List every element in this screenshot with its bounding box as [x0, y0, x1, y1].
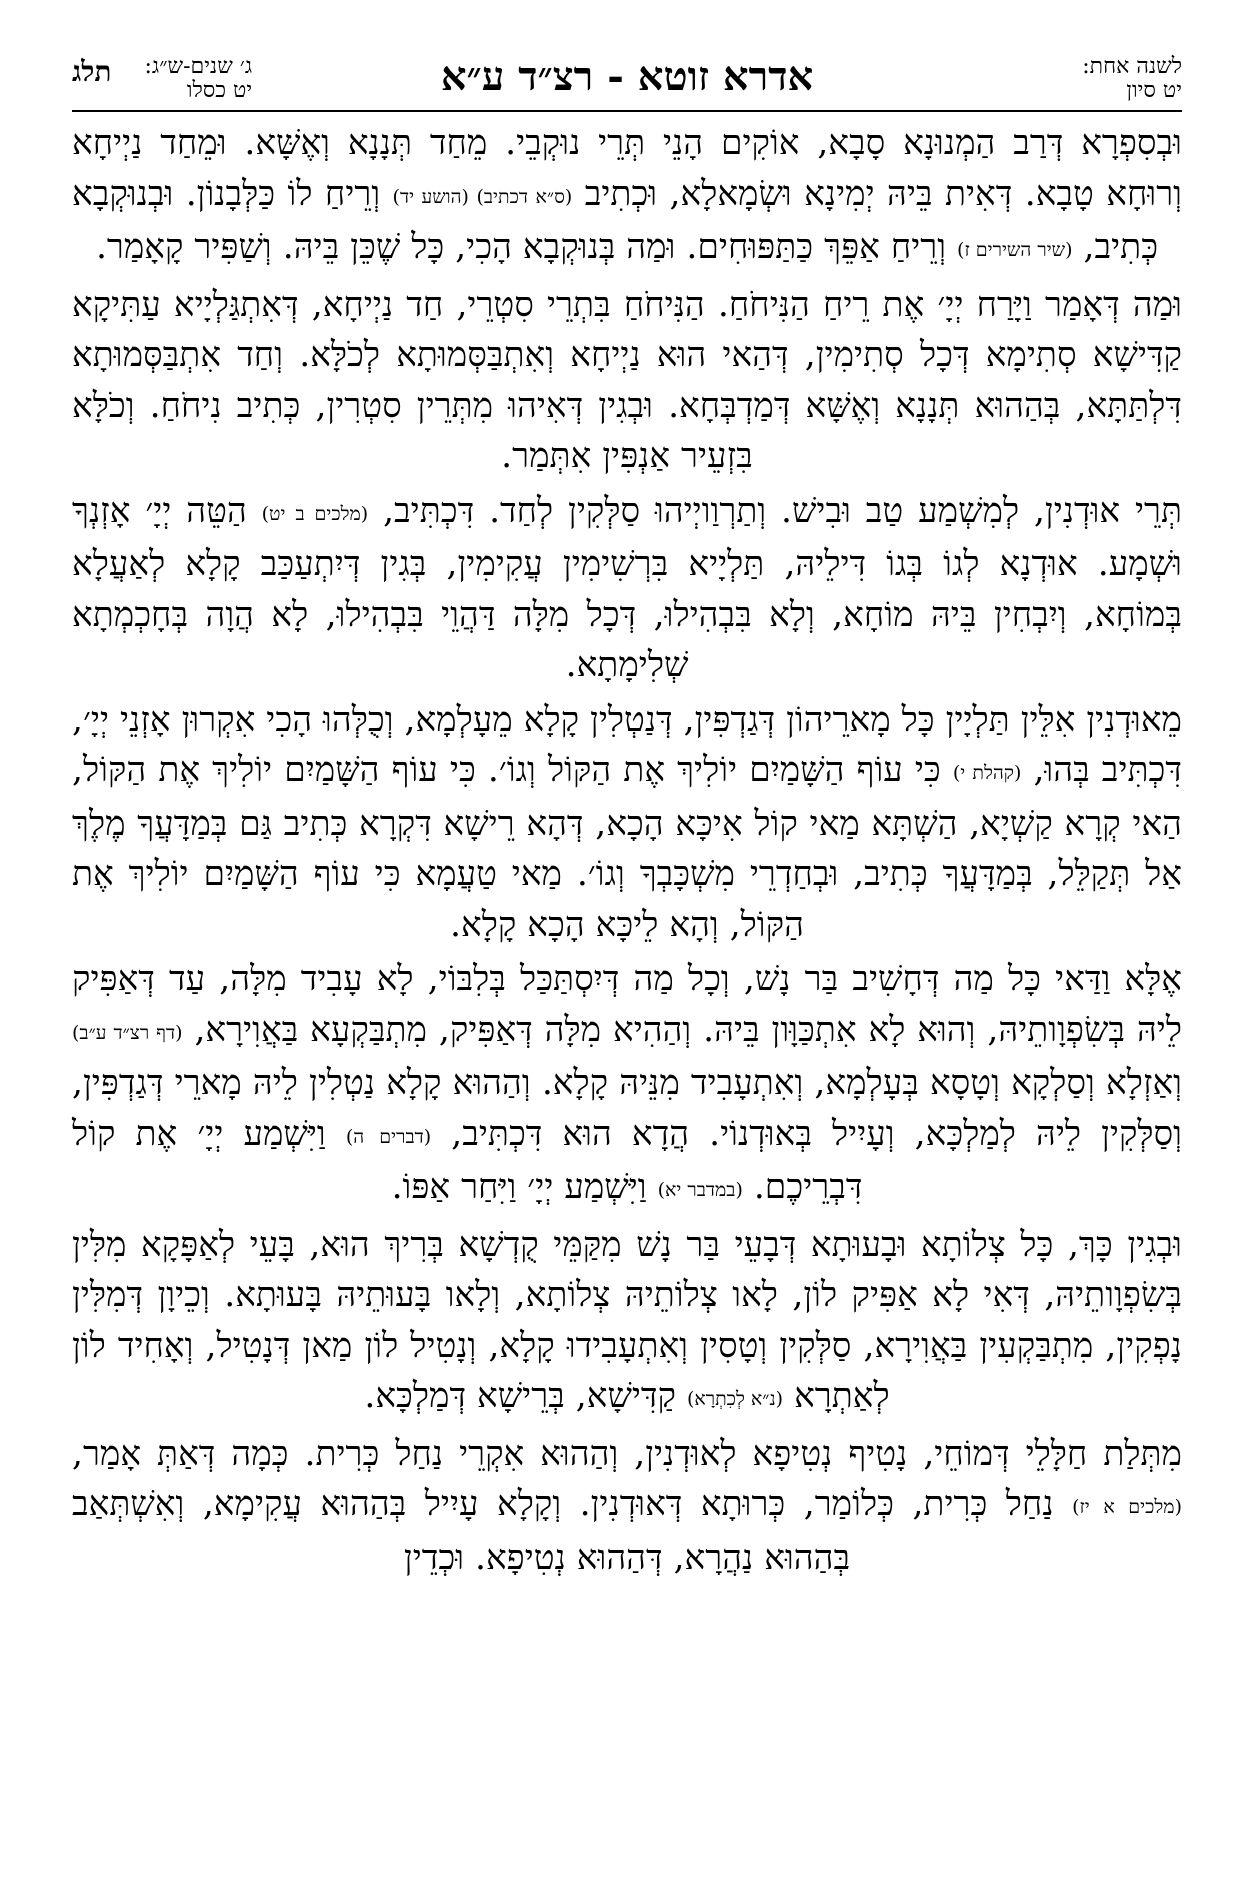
text-segment: וְרֵיחַ לוֹ כַּלְּבָנוֹן. וּבְנוּקְבָא כְּתִיב,: [72, 173, 1159, 267]
source-reference: (ס״א דכתיב) (הושע יד): [392, 185, 573, 208]
text-segment: וּמַה דְּאָמַר וַיָּרַח יְיָ׳ אֶת רֵיחַ הַנִּיחֹחַ. הַנִּיחֹחַ בִּתְרֵי סִטְרֵי, חַד נַיְיחָא, דְּאִתְגַּלְיָיא עַתִּיקָא קַדִּישָׁא סְתִימָא דְּכָל סְתִימִין, דְּהַאי הוּא נַיְיחָא וְאִתְבַּסְּמוּתָא לְכֹלָּא. וְחַד אִתְבַּסְּמוּתָא דִּלְתַּתָּא, בְּהַהוּא תְּנָנָא וְאֶשָּׁא דְּמַדְבְּחָא. וּבְגִין דְּאִיהוּ מִתְּרֵין סִטְרִין, כְּתִיב נִיחֹחַ. וְכֹלָּא בִּזְעֵיר אַנְפִּין אִתְּמַר.: [72, 284, 1182, 476]
source-reference: (מלכים ב יט): [261, 502, 369, 525]
text-segment: וְרֵיחַ אַפֵּךְ כַּתַּפּוּחִים. וּמַה בְּנוּקְבָא הָכִי, כָּל שֶׁכֵּן בֵּיהּ. וְשַׁפִּיר קָאָמַר.: [95, 227, 958, 267]
text-segment: וְאַזְלָא וְסַלְקָא וְטָסָא בְּעָלְמָא, וְאִתְעָבִיד מִנֵּיהּ קָלָא. וְהַהוּא קָלָא נַטְלִין לֵיהּ מָארֵי דְּגַדְפִּין, וְסַלְּקִין לֵיהּ לְמַלְכָּא, וְעָיִיל בְּאוּדְנוֹי. הֲדָא הוּא דִּכְתִּיב,: [72, 1063, 1182, 1154]
text-segment: מִתְּלַת חַלָּלֵי דְּמוֹחֵי, נָטִיף נְטִיפָא לְאוּדְנִין, וְהַהוּא אִקְרֵי נַחַל כְּרִית. כְּמָה דְּאַתְּ אָמַר,: [72, 1433, 1182, 1474]
page-number: תלג: [72, 55, 112, 88]
text-paragraph: [72, 954, 1182, 1216]
source-reference: (במדבר יא): [657, 1179, 743, 1201]
text-segment: קַדִּישָׁא, בְּרֵישָׁא דְּמַלְכָּא.: [364, 1376, 687, 1416]
text-segment: כִּי עוֹף הַשָּׁמַיִם יוֹלִיךְ אֶת הַקּוֹל וְגוֹ׳. כִּי עוֹף הַשָּׁמַיִם יוֹלִיךְ אֶת הַקּוֹל, הַאי קְרָא קַשְׁיָא, הַשְׁתָּא מַאי קוֹל אִיכָּא הָכָא, דְּהָא רֵישָׁא דִּקְרָא כְּתִיב גַּם בְּמַדָּעֲךָ מֶלֶךְ אַל תְּקַלֵּל, בְּמַדָּעֲךָ כְּתִיב, וּבְחַדְרֵי מִשְׁכָּבְךָ וְגוֹ׳. מַאי טַעֲמָא כִּי עוֹף הַשָּׁמַיִם יוֹלִיךְ אֶת הַקּוֹל, וְהָא לֵיכָּא הָכָא קָלָא.: [72, 750, 1182, 945]
source-reference: (שיר השירים ז): [957, 239, 1073, 261]
text-segment: נַחַל כְּרִית, כְּלוֹמַר, כְּרוּתָא דְּאוּדְנִין. וְקָלָא עָיִיל בְּהַהוּא עֲקִימָא, וְאִשְׁתְּאַב בְּהַהוּא נַהֲרָא, דְּהַהוּא נְטִיפָא. וּכְדֵין: [72, 1484, 1073, 1578]
text-paragraph: [72, 695, 1182, 951]
three-year-cycle-title: ג׳ שנים-ש״ג:: [144, 54, 253, 79]
source-reference: (נ״א לְכִתְרָא): [686, 1388, 784, 1410]
text-segment: מֵאוּדְנִין אִלֵּין תַּלְיָין כָּל מָארֵיהוֹן דְּגַדְפִּין, דְּנַטְלִין קָלָא מֵעָלְמָא, וְכֻלְּהוּ הָכִי אִקְרוּן אָזְנֵי יְיָ׳, דִּכְתִּיב בְּהוּ,: [72, 699, 1182, 790]
page-header: [72, 55, 1182, 107]
text-segment: תְּרֵי אוּדְנִין, לְמִשְׁמַע טַב וּבִישׁ. וְתַרְוַויְיהוּ סַלְּקִין לְחַד. דִּכְתִּיב,: [368, 490, 1182, 531]
three-year-cycle-label: [145, 55, 253, 103]
text-paragraph: [72, 486, 1182, 691]
text-segment: וּבְגִין כָּךְ, כָּל צְלוֹתָא וּבָעוּתָא דְּבָעֵי בַּר נָשׁ מִקַּמֵּי קֻדְשָׁא בְּרִיךְ הוּא, בָּעֵי לְאַפָּקָא מִלִּין בְּשִׂפְוָותֵיהּ, דְּאִי לָא אַפִּיק לוֹן, לָאו צְלוֹתֵיהּ צְלוֹתָא, וְלָאו בָּעוּתֵיהּ בָּעוּתָא. וְכֵיוָן דְּמִלִּין נָפְקִין, מִתְבַּקְעִין בַּאֲוִירָא, סַלְּקִין וְטָסִין וְאִתְעָבִידוּ קָלָא, וְנָטִיל לוֹן מַאן דְּנָטִיל, וְאָחִיד לוֹן לְאַתְרָא: [72, 1224, 1182, 1416]
text-paragraph: [72, 1429, 1182, 1584]
three-year-cycle-date: יט כסלו: [186, 78, 253, 103]
source-reference: (קהלת י): [952, 762, 1022, 784]
text-segment: אֶלָּא וַדַּאי כָּל מַה דְּחָשִׁיב בַּר נָשׁ, וְכָל מַה דְּיִסְתַּכַּל בְּלִבּוֹי, לָא עָבִיד מִלָּה, עַד דְּאַפִּיק לֵיהּ בְּשִׂפְוָותֵיהּ, וְהוּא לָא אִתְכַּוָּון בֵּיהּ. וְהַהִיא מִלָּה דְּאַפִּיק, מִתְבַּקְעָא בַּאֲוִירָא,: [72, 959, 1182, 1050]
text-paragraph: [72, 118, 1182, 276]
text-segment: וּבְסִפְרָא דְּרַב הַמְנוּנָא סָבָא, אוֹקִים הָנֵי תְּרֵי נוּקְבֵי. מֵחַד תְּנָנָא וְאֶשָּׁא. וּמֵחַד נַיְיחָא וְרוּחָא טָבָא. דְּאִית בֵּיהּ יְמִינָא וּשְׂמָאלָא, וּכְתִיב: [72, 123, 1182, 214]
one-year-cycle-title: לשנה אחת:: [1082, 54, 1182, 79]
text-segment: הַטֵּה יְיָ׳ אָזְנְךָ וּשְׁמָע. אוּדְנָא לְגוֹ בְּגוֹ דִּילֵיהּ, תַּלְיָיא בִּרְשִׁימִין עֲקִימִין, בְּגִין דְּיִתְעַכַּב קָלָא לְאַעֲלָא בְּמוֹחָא, וְיִבְחִין בֵּיהּ מוֹחָא, וְלָא בִּבְהִילוּ, דְּכָל מִלָּה דַּהֲוֵי בִּבְהִילוּ, לָא הֲוָה בְּחָכְמְתָא שְׁלִימָתָא.: [72, 490, 1182, 685]
source-reference: (דף רצ״ד ע״ב): [72, 1021, 183, 1044]
header-left-group: [72, 55, 252, 103]
source-reference: (דברים ה): [345, 1125, 432, 1148]
page-title: אדרא זוטא - רצ״ד ע״א: [440, 53, 814, 100]
text-segment: וַיִּשְׁמַע יְיָ׳ וַיִּחַר אַפּוֹ.: [391, 1167, 658, 1207]
main-text: [72, 118, 1182, 1587]
text-segment: וַיִּשְׁמַע יְיָ׳ אֶת קוֹל דִּבְרֵיכֶם.: [72, 1113, 863, 1207]
one-year-cycle-date: יט סיון: [1126, 78, 1182, 103]
header-divider: [72, 110, 1182, 112]
text-paragraph: [72, 280, 1182, 482]
text-paragraph: [72, 1220, 1182, 1425]
source-reference: (מלכים א יז): [1072, 1496, 1182, 1518]
